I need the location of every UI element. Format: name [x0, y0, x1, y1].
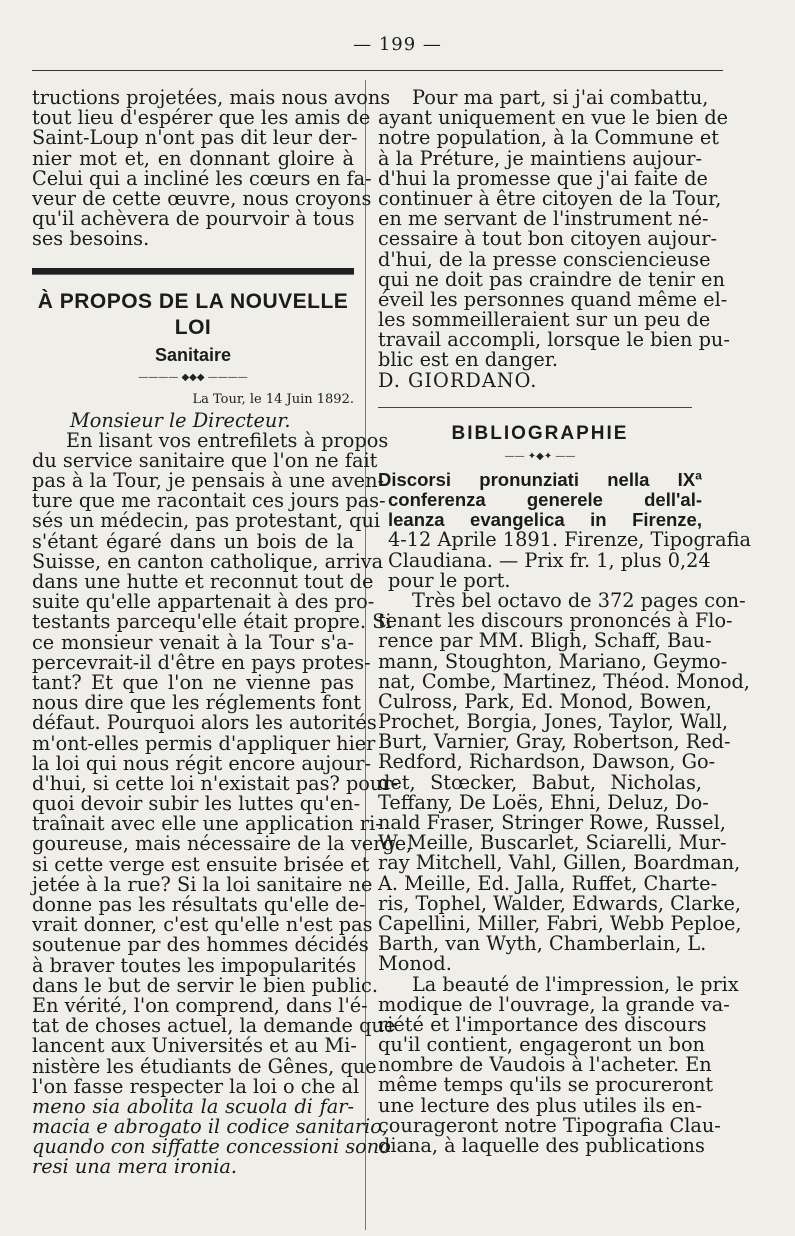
text-line: diana, à laquelle des publications — [378, 1134, 705, 1157]
text-line: tenant les discours prononcés à Flo- — [378, 609, 733, 633]
text-line: blic est en danger. — [378, 348, 558, 372]
text-line: vrait donner, c'est qu'elle n'est pas — [32, 913, 373, 937]
text-line: ce monsieur venait à la Tour s'a- — [32, 630, 354, 654]
text-line: sés un médecin, pas protestant, qui — [32, 509, 381, 533]
text-line: nistère les étudiants de Gênes, que — [32, 1054, 377, 1078]
text-line: leanza evangelica in Firenze, — [388, 509, 702, 531]
text-line: pour le port. — [388, 568, 511, 592]
text-line: qui ne doit pas craindre de tenir en — [378, 267, 725, 291]
salutation: Monsieur le Directeur. — [70, 408, 291, 432]
text-line: cessaire à tout bon citoyen aujour- — [378, 227, 718, 251]
text-line: ture que me racontait ces jours pas- — [32, 489, 386, 513]
book-review — [378, 588, 750, 1157]
text-line: Claudiana. — Prix fr. 1, plus 0,24 — [388, 548, 711, 572]
text-line: veur de cette œuvre, nous croyons — [32, 186, 372, 210]
text-line: Prochet, Borgia, Jones, Taylor, Wall, — [378, 710, 728, 734]
right-column — [378, 86, 751, 1157]
text-line: nald Fraser, Stringer Rowe, Russel, — [378, 811, 726, 834]
text-line: les sommeilleraient sur un peu de — [378, 308, 711, 332]
text-line: macia e abrogato il codice sanitario, — [32, 1115, 388, 1139]
text-line: ayant uniquement en vue le bien de — [378, 106, 729, 130]
text-line: percevrait-il d'être en pays protes- — [32, 650, 371, 674]
header-rule — [32, 70, 723, 71]
text-line: nous dire que les réglements font — [32, 691, 361, 715]
text-line: même temps qu'ils se procureront — [378, 1073, 714, 1097]
text-line: Teffany, De Loës, Ehni, Deluz, Do- — [378, 790, 709, 814]
text-line: notre population, à la Commune et — [378, 126, 719, 150]
text-line: conferenza generele dell'al- — [388, 489, 702, 510]
text-line: du service sanitaire que l'on ne fait — [32, 448, 378, 472]
text-line: dans le but de servir le bien public. — [32, 973, 378, 997]
text-line: une lecture des plus utiles ils en- — [378, 1093, 702, 1117]
text-line: suite qu'elle appartenait à des pro- — [32, 590, 375, 614]
article-subtitle: Sanitaire — [154, 344, 232, 365]
text-line: la loi qui nous régit encore aujour- — [32, 751, 372, 775]
text-line: En vérité, l'on comprend, dans l'é- — [32, 993, 368, 1017]
text-line: mann, Stoughton, Mariano, Geymo- — [378, 649, 728, 673]
text-line: Redford, Richardson, Dawson, Go- — [378, 750, 716, 774]
left-intro-paragraph — [32, 86, 391, 251]
text-line: l'on fasse respecter la loi o che al — [32, 1074, 360, 1098]
text-line: si cette verge est ensuite brisée et — [32, 852, 370, 876]
text-line: ris, Tophel, Walder, Edwards, Clarke, — [378, 891, 741, 915]
text-line: 4-12 Aprile 1891. Firenze, Tipografia — [388, 528, 751, 552]
text-line: Culross, Park, Ed. Monod, Bowen, — [378, 689, 712, 713]
section-heading: BIBLIOGRAPHIE — [451, 422, 629, 444]
text-line: En lisant vos entrefilets à propos — [66, 428, 389, 452]
text-line: d'hui la promesse que j'ai faite de — [378, 166, 708, 190]
text-line: s'étant égaré dans un bois de la — [32, 529, 354, 553]
section-separator — [378, 407, 692, 408]
text-line: Saint-Loup n'ont pas dit leur der- — [32, 126, 358, 150]
text-line: Barth, van Wyth, Chamberlain, L. — [378, 932, 707, 956]
text-line: donne pas les résultats qu'elle de- — [32, 893, 366, 916]
text-line: travail accompli, lorsque le bien pu- — [378, 328, 730, 352]
text-line: Celui qui a incliné les cœurs en fa- — [32, 166, 372, 190]
text-line: en me servant de l'instrument né- — [378, 207, 709, 231]
text-line: lancent aux Universités et au Mi- — [32, 1034, 357, 1058]
text-line: m'ont-elles permis d'appliquer hier — [32, 731, 376, 755]
ornament-divider: —— ✦◆✦ —— — [504, 450, 576, 462]
text-line: soutenue par des hommes décidés — [32, 933, 369, 957]
text-line: tructions projetées, mais nous avons — [32, 86, 391, 109]
article-body — [32, 428, 413, 1179]
text-line: continuer à être citoyen de la Tour, — [378, 186, 722, 210]
text-line: nier mot et, en donnant gloire à — [32, 146, 354, 170]
text-line: modique de l'ouvrage, la grande va- — [378, 992, 730, 1016]
text-line: Discorsi pronunziati nella IXª — [378, 468, 702, 490]
ornament-divider: ———— ◆◆◆ ———— — [138, 371, 248, 383]
text-line: nombre de Vaudois à l'acheter. En — [378, 1053, 712, 1077]
text-line: qu'il achèvera de pourvoir à tous — [32, 207, 355, 231]
book-details — [378, 528, 751, 592]
dateline: La Tour, le 14 Juin 1892. — [192, 391, 354, 407]
text-line: ray Mitchell, Vahl, Gillen, Boardman, — [378, 851, 741, 875]
text-line: meno sia abolita la scuola di far- — [32, 1094, 354, 1118]
book-title — [378, 470, 702, 531]
text-line: Capellini, Miller, Fabri, Webb Peploe, — [378, 911, 742, 935]
text-line: traînait avec elle une application ri- — [32, 812, 382, 836]
section-separator — [32, 268, 354, 275]
text-line: A. Meille, Ed. Jalla, Ruffet, Charte- — [378, 871, 718, 895]
text-line: det, Stœcker, Babut, Nicholas, — [378, 770, 702, 794]
text-line: d'hui, si cette loi n'existait pas? pour- — [32, 771, 399, 795]
text-line: tout lieu d'espérer que les amis de — [32, 106, 371, 130]
text-line: pas à la Tour, je pensais à une aven- — [32, 469, 385, 493]
text-line: d'hui, de la presse consciencieuse — [378, 247, 711, 271]
text-line: quoi devoir subir les luttes qu'en- — [32, 792, 361, 816]
text-line: qu'il contient, engageront un bon — [378, 1033, 705, 1057]
text-line: quando con siffatte concessioni sono — [32, 1135, 391, 1159]
text-line: éveil les personnes quand même el- — [378, 287, 728, 311]
text-line: resi una mera ironia. — [32, 1155, 238, 1179]
text-line: courageront notre Tipografia Clau- — [378, 1113, 721, 1137]
text-line: Suisse, en canton catholique, arriva — [32, 549, 384, 573]
text-line: Très bel octavo de 372 pages con- — [412, 588, 746, 612]
text-line: défaut. Pourquoi alors les autorités — [32, 711, 377, 735]
signature: D. GIORDANO. — [378, 368, 538, 392]
text-line: testants parcequ'elle était propre. Si — [32, 610, 392, 634]
text-line: nat, Combe, Martinez, Théod. Monod, — [378, 669, 750, 693]
text-line: à la Préture, je maintiens aujour- — [378, 146, 702, 170]
text-line: jetée à la rue? Si la loi sanitaire ne — [32, 872, 373, 896]
letter-closing-paragraph — [378, 86, 730, 372]
text-line: dans une hutte et reconnut tout de — [32, 570, 374, 593]
text-line: à braver toutes les impopularités — [32, 953, 357, 977]
text-line: rence par MM. Bligh, Schaff, Bau- — [378, 629, 712, 653]
text-line: goureuse, mais nécessaire de la verge, — [32, 832, 413, 856]
text-line: Burt, Varnier, Gray, Robertson, Red- — [378, 730, 731, 754]
text-line: tant? Et que l'on ne vienne pas — [32, 670, 354, 694]
page-number: — 199 — — [353, 34, 442, 55]
text-line: ses besoins. — [32, 227, 150, 251]
text-line: riété et l'importance des discours — [378, 1012, 707, 1036]
text-line: Monod. — [378, 952, 452, 976]
text-line: tat de choses actuel, la demande que — [32, 1014, 396, 1038]
left-column — [32, 86, 413, 1179]
article-title: À PROPOS DE LA NOUVELLE LOI — [37, 289, 349, 339]
text-line: W. Meille, Buscarlet, Sciarelli, Mur- — [378, 831, 727, 855]
text-line: La beauté de l'impression, le prix — [412, 972, 739, 996]
text-line: Pour ma part, si j'ai combattu, — [412, 86, 709, 109]
